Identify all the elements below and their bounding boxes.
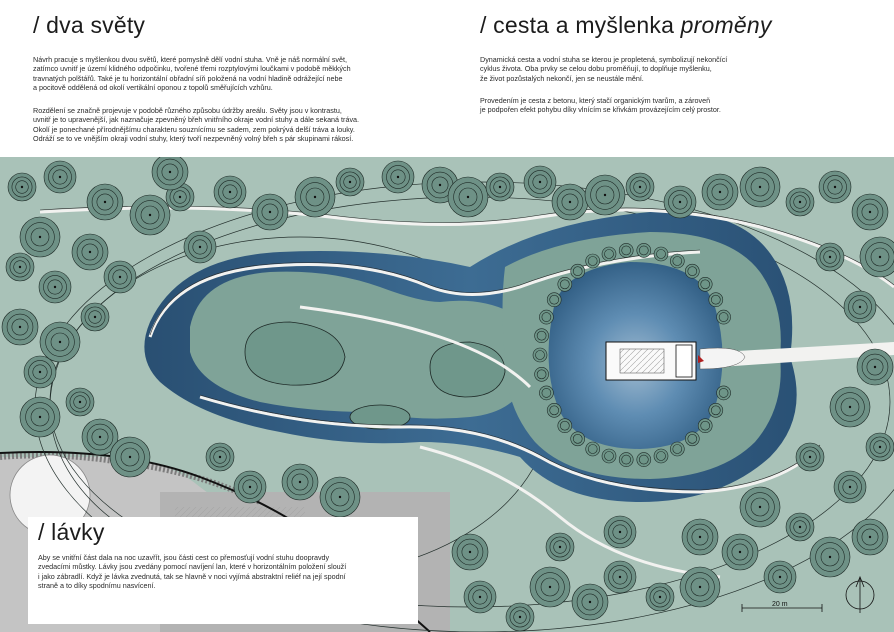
poplar-tree	[685, 264, 699, 278]
tree-symbol	[830, 387, 870, 427]
poplar-tree	[654, 449, 668, 463]
tree-symbol	[110, 437, 150, 477]
tree-symbol	[214, 176, 246, 208]
tree-symbol	[486, 173, 514, 201]
poplar-tree	[539, 386, 553, 400]
dva-svety-title: / dva světy	[33, 12, 146, 38]
tree-symbol	[282, 464, 318, 500]
poplar-tree	[619, 243, 633, 257]
text-line: že život pozůstalých nekončí, jen se neustále mění.	[480, 73, 644, 83]
tree-symbol	[702, 174, 738, 210]
tree-symbol	[20, 397, 60, 437]
text-line: straně a to díky spodnímu nasvícení.	[38, 581, 156, 591]
tree-symbol	[104, 261, 136, 293]
hall-service-room	[676, 345, 692, 377]
poplar-tree	[571, 432, 585, 446]
poplar-tree	[717, 386, 731, 400]
tree-symbol	[552, 184, 588, 220]
tree-symbol	[786, 513, 814, 541]
tree-symbol	[796, 443, 824, 471]
tree-symbol	[866, 433, 894, 461]
tree-symbol	[320, 477, 360, 517]
tree-symbol	[66, 388, 94, 416]
tree-symbol	[810, 537, 850, 577]
text-line: Dynamická cesta a vodní stuha se kterou je propletená, symbolizují nekončící	[480, 55, 728, 64]
dva-svety-paragraph-2	[33, 106, 359, 144]
tree-symbol	[6, 253, 34, 281]
text-line: i jako zábradlí. Když je lávka zvednutá, tak se hlavně v noci vyjímá abstraktní reliéf na její spodní	[38, 571, 346, 581]
cesta-title-italic: proměny	[680, 12, 772, 38]
tree-symbol	[382, 161, 414, 193]
tree-symbol	[585, 175, 625, 215]
tree-symbol	[24, 356, 56, 388]
poplar-tree	[602, 247, 616, 261]
tree-symbol	[819, 171, 851, 203]
tree-symbol	[452, 534, 488, 570]
poplar-tree	[535, 367, 549, 381]
tree-symbol	[530, 567, 570, 607]
cesta-paragraph-1	[480, 55, 727, 83]
scale-label: 20 m	[772, 601, 788, 608]
tree-symbol	[448, 177, 488, 217]
text-line: zatímco uvnitř je území klidného odpočinku, tvořené třemi rozptylovými loučkami v podobě měkkých	[33, 64, 351, 74]
text-line: a pocitově oddělená od okolí vertikální oponou z topolů směřujících vzhůru.	[33, 83, 273, 93]
poplar-tree	[670, 254, 684, 268]
lavky-panel	[28, 517, 418, 624]
cesta-title-prefix: / cesta a myšlenka	[480, 12, 681, 38]
text-line: Okolí je ponechané přírodnějšímu charakteru souznícímu se sadem, zem pokrývá delší tráva a louky.	[33, 124, 355, 134]
tree-symbol	[834, 471, 866, 503]
poplar-tree	[709, 293, 723, 307]
tree-symbol	[87, 184, 123, 220]
tree-symbol	[336, 168, 364, 196]
dva-svety-paragraph-1	[33, 55, 351, 93]
tree-symbol	[8, 173, 36, 201]
tree-symbol	[664, 186, 696, 218]
tree-symbol	[464, 581, 496, 613]
lavky-title: / lávky	[38, 519, 105, 545]
tree-symbol	[546, 533, 574, 561]
cesta-title	[480, 12, 772, 39]
tree-symbol	[740, 487, 780, 527]
tree-symbol	[844, 291, 876, 323]
tree-symbol	[2, 309, 38, 345]
poplar-tree	[547, 403, 561, 417]
poplar-tree	[571, 264, 585, 278]
tree-symbol	[604, 561, 636, 593]
poplar-tree	[586, 442, 600, 456]
tree-symbol	[295, 177, 335, 217]
tree-symbol	[44, 161, 76, 193]
poplar-tree	[558, 277, 572, 291]
tree-symbol	[506, 603, 534, 631]
tree-symbol	[786, 188, 814, 216]
cesta-paragraph-2	[480, 96, 721, 115]
text-line: travnatých polštářů. Také je tu horizontální obřadní síň položená na vodní hladině odrážející nebe	[33, 73, 343, 83]
tree-symbol	[626, 173, 654, 201]
tree-symbol	[680, 567, 720, 607]
poplar-tree	[698, 277, 712, 291]
tree-symbol	[572, 584, 608, 620]
poplar-tree	[619, 453, 633, 467]
poplar-tree	[637, 243, 651, 257]
text-line: Rozdělení se značně projevuje v podobě různého způsobu údržby areálu. Světy jsou v kontrastu,	[33, 106, 342, 115]
tree-symbol	[184, 231, 216, 263]
poplar-tree	[535, 329, 549, 343]
poplar-tree	[698, 419, 712, 433]
text-line: Aby se vnitřní část dala na noc uzavřít, jsou části cest co přemosťují vodní stuhu doopravdy	[38, 553, 330, 562]
poplar-tree	[685, 432, 699, 446]
text-line: Odráží se to ve vnějším okraji vodní stuhy, který tvoří nezpevněný volný břeh s pár skupinami rákosí.	[33, 134, 354, 144]
poplar-tree	[586, 254, 600, 268]
poplar-tree	[547, 293, 561, 307]
poplar-tree	[558, 419, 572, 433]
text-line: Provedením je cesta z betonu, který stačí organickým tvarům, a zároveň	[480, 96, 711, 105]
text-line: Návrh pracuje s myšlenkou dvou světů, které pomyslně dělí vodní stuha. Vně je náš normální svět,	[33, 55, 348, 64]
tree-symbol	[72, 234, 108, 270]
tree-symbol	[152, 157, 188, 190]
poplar-tree	[654, 247, 668, 261]
text-line: je podpořen efekt pohybu díky vlnícím se křivkám provázejícím celý prostor.	[480, 105, 721, 115]
tree-symbol	[816, 243, 844, 271]
tree-symbol	[252, 194, 288, 230]
text-line: uvnitř je to upravenější, jak naznačuje zpevněný břeh vnitřního okraje vodní stuhy a dále sekaná tráva.	[33, 115, 360, 125]
tree-symbol	[206, 443, 234, 471]
poplar-tree	[670, 442, 684, 456]
tree-symbol	[81, 303, 109, 331]
tree-symbol	[646, 583, 674, 611]
tree-symbol	[852, 519, 888, 555]
tree-symbol	[604, 516, 636, 548]
tree-symbol	[130, 195, 170, 235]
poplar-tree	[539, 310, 553, 324]
text-line: zvedacími můstky. Lávky jsou zvedány pomocí navíjení lan, které v horizontálním položení slouží	[38, 562, 347, 572]
tree-symbol	[857, 349, 893, 385]
tree-symbol	[39, 271, 71, 303]
poplar-tree	[533, 348, 547, 362]
poplar-tree	[637, 453, 651, 467]
tree-symbol	[852, 194, 888, 230]
tree-symbol	[740, 167, 780, 207]
tree-symbol	[722, 534, 758, 570]
text-line: cyklus života. Oba prvky se celou dobu proměňují, to doplňuje myšlenku,	[480, 64, 712, 74]
tree-symbol	[682, 519, 718, 555]
lavky-paragraph	[38, 553, 346, 591]
poplar-tree	[709, 403, 723, 417]
tree-symbol	[524, 166, 556, 198]
tree-symbol	[764, 561, 796, 593]
tree-symbol	[234, 471, 266, 503]
hall-seating	[620, 349, 664, 373]
tree-symbol	[40, 322, 80, 362]
poplar-tree	[717, 310, 731, 324]
poplar-tree	[602, 449, 616, 463]
tree-symbol	[20, 217, 60, 257]
